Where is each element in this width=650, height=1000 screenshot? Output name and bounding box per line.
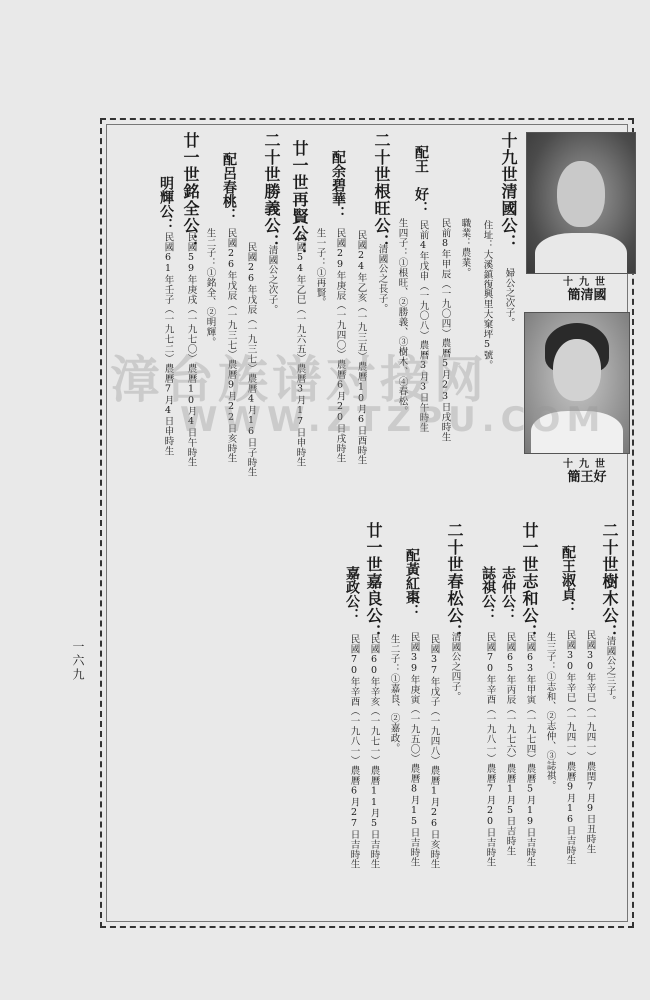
- entry-zhiqi: 誌祺公：: [480, 566, 496, 622]
- entry-spouse-lu: 配呂春桃：: [221, 152, 237, 222]
- entry-address: 住址：大溪鎮復興里大窠坪5號。: [481, 220, 493, 370]
- entry-spouse-wang-birth: 民前4年戊申（一九〇八）農曆3月3日午時生: [417, 220, 429, 433]
- photo-1-caption: [540, 278, 634, 302]
- entry-zhiqi-birth: 民國70年辛酉（一九八一）農曆7月20日吉時生: [484, 632, 496, 868]
- entry-qingguo-birth: 民前8年甲辰（一九〇四）農曆5月23日戌時生: [439, 218, 451, 442]
- portrait-face-icon: [557, 161, 605, 227]
- entry-shengyi-text: 清國公之次子。: [266, 245, 278, 315]
- entry-genwang: 二十世根旺公：: [372, 132, 391, 251]
- entry-spouse-huang: 配黃紅棗：: [404, 548, 420, 618]
- entry-mingquan: 廿一世銘全公：: [181, 132, 200, 251]
- entry-jialiang-birth: 民國60年辛亥（一九七一）農曆11月5日吉時生: [368, 634, 380, 870]
- page-number: 一六九: [71, 640, 85, 682]
- entry-shengyi-sons: 生二子：①銘全、②明輝。: [204, 228, 216, 347]
- entry-zaixian-birth: 民國54年乙巳（一九六五）農曆3月17日申時生: [294, 232, 306, 468]
- entry-jialiang: 廿一世嘉良公：: [364, 522, 383, 641]
- entry-genwang-sons: 生一子：①再賢。: [314, 228, 326, 308]
- entry-chunsong-birth: 民國37年戊子（一九四八）農曆1月26日亥時生: [428, 634, 440, 870]
- entry-zhihe-birth: 民國63年甲寅（一九七四）農曆5月19日吉時生: [524, 632, 536, 868]
- entry-shumu-text: 清國公之三子。: [604, 636, 616, 706]
- entry-spouse-wangshuzhen: 配王淑貞：: [560, 545, 576, 615]
- watermark-url: WWW.ZTZPU.COM: [180, 400, 607, 440]
- entry-zaixian: 廿一世再賢公：: [290, 140, 309, 259]
- entry-minghui: 明輝公：: [158, 176, 174, 232]
- photo-1-caption-name: 簡清國: [567, 287, 607, 303]
- entry-mingquan-birth: 民國59年庚戌（一九七〇）農曆10月4日午時生: [185, 232, 197, 468]
- entry-shumu-sons: 生三子：①志和、②志仲、③誌祺。: [544, 632, 556, 791]
- entry-chunsong: 二十世春松公：: [445, 522, 464, 641]
- entry-zhihe: 廿一世志和公：: [520, 522, 539, 641]
- entry-spouse-lu-birth: 民國26年戊辰（一九三七）農曆9月22日亥時生: [225, 228, 237, 464]
- portrait-shoulders: [535, 233, 627, 274]
- watermark-text: 漳台族谱对接网: [110, 351, 488, 409]
- photo-1-caption-gen: 十九世: [563, 277, 611, 288]
- entry-qingguo: 十九世清國公：: [499, 132, 518, 251]
- photo-2-caption-name: 簡王好: [567, 469, 607, 485]
- entry-spouse-huang-birth: 民國39年庚寅（一九五〇）農曆8月15日吉時生: [408, 632, 420, 868]
- entry-qingguo-text: 婦公之次子。: [503, 268, 515, 328]
- entry-shumu: 二十世樹木公：: [600, 522, 619, 641]
- entry-shengyi: 二十世勝義公：: [262, 132, 281, 251]
- photo-2-caption-gen: 十九世: [563, 459, 611, 470]
- entry-chunsong-sons: 生二子：①嘉良、②嘉政。: [388, 634, 400, 753]
- portrait-photo-1: [526, 132, 636, 274]
- entry-genwang-birth: 民國24年乙亥（一九三五）農曆10月6日酉時生: [355, 230, 367, 466]
- entry-jiazheng: 嘉政公：: [344, 566, 360, 622]
- entry-spouse-wang: 配王 好：: [413, 145, 429, 215]
- entry-spouse-wangshuzhen-birth: 民國30年辛巳（一九四一）農曆9月16日吉時生: [564, 630, 576, 866]
- entry-occupation: 職業：農業。: [459, 218, 471, 278]
- entry-shumu-birth: 民國30年辛巳（一九四一）農閏7月9日丑時生: [584, 630, 596, 854]
- entry-shengyi-birth: 民國26年戊辰（一九三七）農曆4月16日子時生: [245, 242, 257, 478]
- entry-qingguo-sons: 生四子：①根旺、②勝義、③樹木、④春松。: [396, 218, 408, 416]
- entry-jiazheng-birth: 民國70年辛酉（一九八一）農曆6月27日吉時生: [348, 634, 360, 870]
- entry-spouse-yu: 配余碧華：: [330, 150, 346, 220]
- portrait-face-icon: [553, 339, 601, 401]
- entry-spouse-yu-birth: 民國29年庚辰（一九四〇）農曆6月20日戌時生: [334, 228, 346, 464]
- entry-zhizhong: 志仲公：: [500, 566, 516, 622]
- entry-chunsong-text: 清國公之四子。: [449, 632, 461, 702]
- entry-zhizhong-birth: 民國65年丙辰（一九七六）農曆1月5日吉時生: [504, 632, 516, 856]
- entry-minghui-birth: 民國61年壬子（一九七二）農曆7月4日申時生: [162, 232, 174, 456]
- entry-genwang-text: 清國公之長子。: [376, 244, 388, 314]
- photo-2-caption: [540, 460, 634, 484]
